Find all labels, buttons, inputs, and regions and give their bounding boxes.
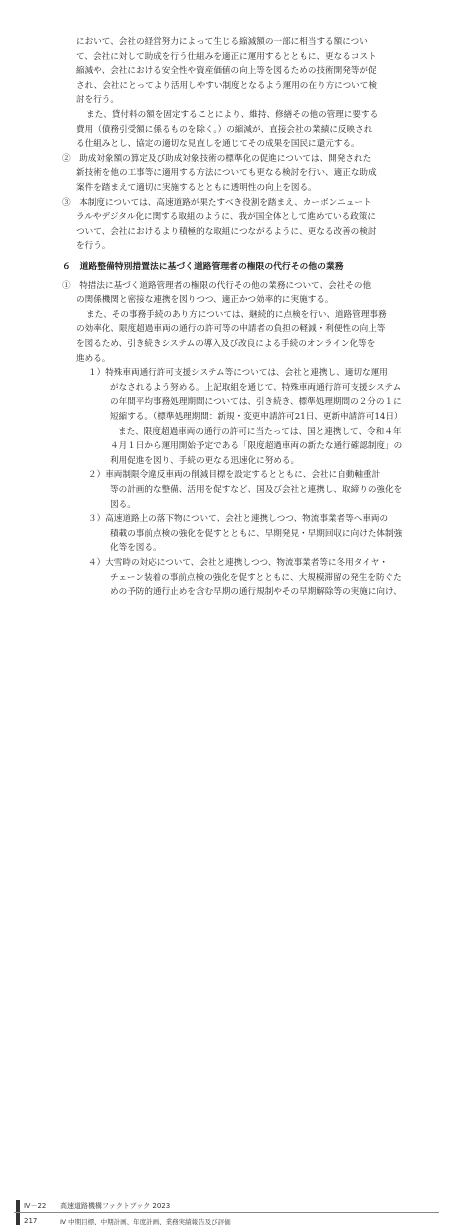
footer-rule: [14, 1212, 439, 1213]
text-line: 積載の事前点検の強化を促すとともに、早期発見・早期回収に向けた体制強: [110, 528, 403, 539]
text-line: て、会社に対して助成を行う仕組みを適正に運用するとともに、更なるコスト: [76, 51, 377, 62]
text-line: めの予防的通行止めを含む早期の通行規制やその早期解除等の実施に向け、: [110, 587, 402, 598]
text-line: 費用（債務引受額に係るものを除く。）の縮減が、直接会社の業績に反映され: [76, 124, 373, 135]
footer-page-label: Ⅳ－22: [24, 1202, 47, 1210]
text-line: また、貸付料の額を固定することにより、維持、修繕その他の管理に要する: [86, 110, 379, 120]
text-line: また、限度超過車両の通行の許可に当たっては、国と連携して、令和４年: [118, 426, 402, 437]
text-line: 化等を図る。: [110, 543, 162, 554]
list-item-1: ① 特措法に基づく道路管理者の権限の代行その他の業務について、会社その他: [62, 280, 372, 291]
list-item-2: ② 助成対象額の算定及び助成対象技術の標準化の促進については、開発された: [62, 153, 372, 164]
text-line: がなされるよう努める。上記取組を通じて、特殊車両通行許可支援システム: [110, 382, 402, 393]
text-line: され、会社にとってより活用しやすい制度となるよう運用の在り方について検: [76, 80, 377, 91]
list-item-3: ③ 本制度については、高速道路が果たすべき役割を踏まえ、カーボンニュート: [62, 197, 372, 208]
text-line: 案件を踏まえて適切に実施するとともに透明性の向上を図る。: [76, 183, 317, 193]
text-line: 新技術を他の工事等に適用する方法についても更なる検討を行い、適正な助成: [76, 168, 377, 179]
text-line: を行う。: [76, 241, 111, 252]
text-line: ついて、会社におけるより積極的な取組につながるように、更なる改善の検討: [76, 226, 377, 237]
text-line: 縮減や、会社における安全性や資産価値の向上等を図るための技術開発等が促: [76, 66, 377, 77]
text-line: 図る。: [110, 499, 136, 510]
text-line: ラルやデジタル化に関する取組のように、我が国全体として進めている政策に: [76, 212, 377, 223]
text-line: 討を行う。: [76, 95, 119, 106]
text-line: 等の計画的な整備、活用を促すなど、国及び会社と連携し、取締りの強化を: [110, 485, 403, 495]
text-line: チェーン装着の事前点検の強化を促すとともに、大規模滞留の発生を防ぐた: [110, 572, 402, 583]
text-line: を図るため、引き続きシステムの導入及び改良による手続のオンライン化等を: [76, 339, 376, 349]
text-line: において、会社の経営努力によって生じる縮減額の一部に相当する額につい: [76, 37, 368, 47]
sub-item-3: ３）高速道路上の落下物について、会社と連携しつつ、物流事業者等へ車両の: [88, 514, 389, 525]
sub-item-2: ２）車両制限令違反車両の削減目標を設定するとともに、会社に自動軸重計: [88, 470, 381, 481]
footer-book-title: 高速道路機構ファクトブック 2023: [60, 1202, 171, 1210]
footer-chapter-label: Ⅳ 中期目標、中期計画、年度計画、業務実績報告及び評価: [60, 1218, 231, 1226]
text-line: 進める。: [76, 353, 111, 364]
page-footer: [0, 598, 455, 1226]
footer-page-number: 217: [24, 1217, 38, 1225]
text-line: 短縮する。（標準処理期間：新規・変更申請許可21日、更新申請許可14日）: [110, 412, 403, 422]
sub-item-1: １）特殊車両通行許可支援システム等については、会社と連携し、適切な運用: [88, 368, 388, 379]
section-heading: ６ 道路整備特別措置法に基づく道路管理者の権限の代行その他の業務: [62, 262, 344, 272]
text-line: 利用促進を図り、手続の更なる迅速化に努める。: [110, 455, 300, 466]
text-line: の関係機関と密接な連携を図りつつ、適正かつ効率的に実施する。: [76, 295, 334, 306]
sub-item-4: ４）大雪時の対応について、会社と連携しつつ、物流事業者等に冬用タイヤ・: [88, 558, 388, 568]
text-line: の年間平均事務処理期間については、引き続き、標準処理期間の２分の１に: [110, 397, 402, 408]
text-line: る仕組みとし、協定の適切な見直しを通じてその成果を国民に還元する。: [76, 139, 360, 150]
text-line: ４月１日から運用開始予定である「限度超過車両の新たな通行確認制度」の: [110, 441, 403, 452]
text-line: の効率化、限度超過車両の通行の許可等の申請者の負担の軽減・利便性の向上等: [76, 324, 386, 335]
text-line: また、その事務手続のあり方については、継続的に点検を行い、道路管理事務: [86, 309, 387, 320]
